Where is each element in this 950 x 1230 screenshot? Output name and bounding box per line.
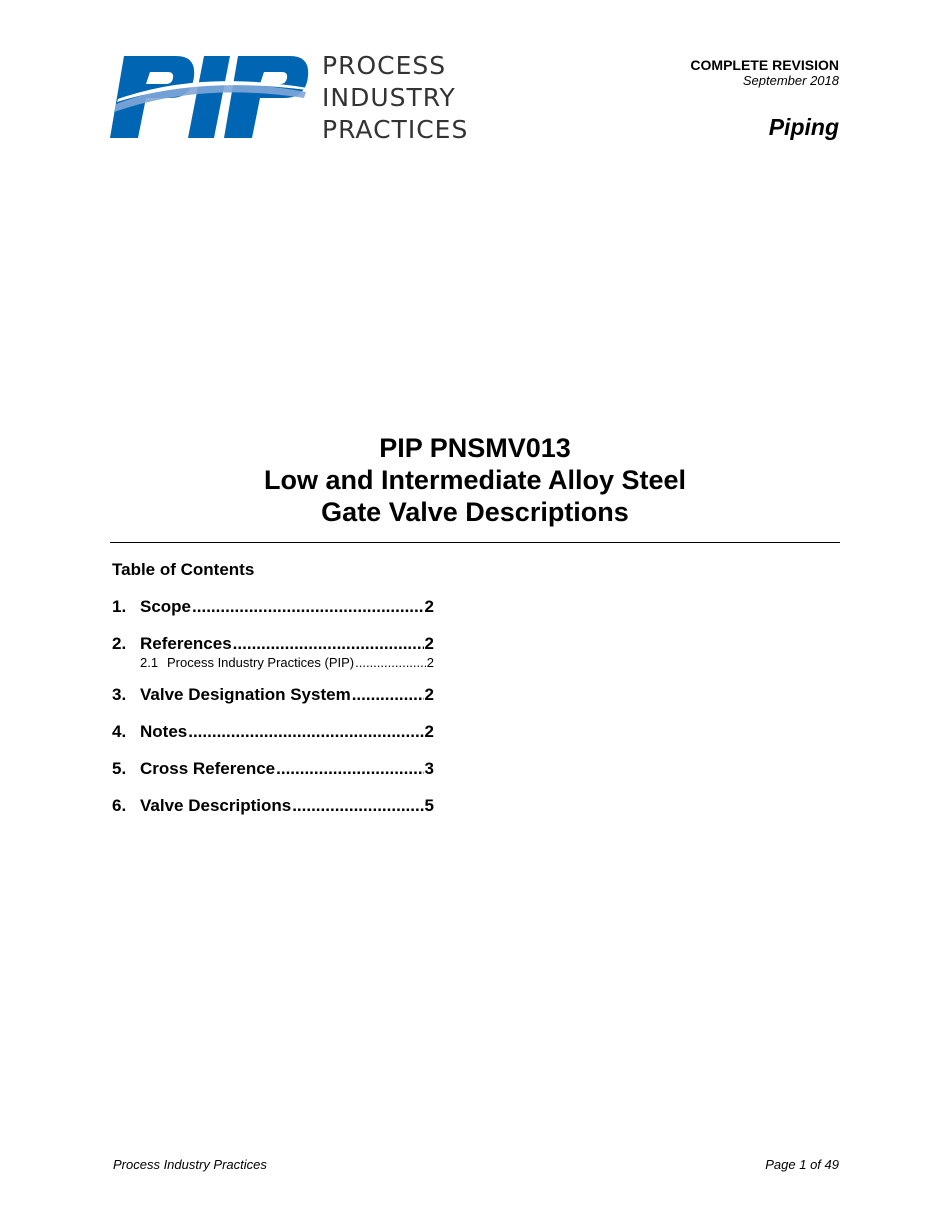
revision-label: COMPLETE REVISION [690,57,839,73]
toc-subentry-number: 2.1 [140,655,159,670]
revision-block [690,57,839,89]
toc-entry-valve-descriptions[interactable] [112,794,434,817]
document-title [0,432,950,528]
toc-entry-scope[interactable] [112,595,434,618]
toc-leader-dots [188,720,423,743]
toc-subentry-page: 2 [426,655,434,670]
toc-subentry-label: Process Industry Practices (PIP) [167,655,355,670]
toc-entry-page: 2 [424,634,434,653]
toc-leader-dots [352,683,424,706]
toc-entry-label: Scope [140,597,192,616]
pip-logo [110,50,480,142]
toc-entry-number: 5. [112,759,127,778]
toc-entry-page: 2 [424,685,434,704]
toc-entry-references[interactable] [112,632,434,655]
pip-logo-wordmark [322,50,468,146]
toc-leader-dots [192,595,424,618]
discipline-label: Piping [768,114,839,140]
toc-entry-page: 2 [424,597,434,616]
toc-entry-number: 2. [112,634,127,653]
toc-entry-label: Valve Descriptions [140,796,292,815]
logo-word: INDUSTRY [322,83,456,112]
toc-heading: Table of Contents [112,560,255,579]
toc-leader-dots [355,655,426,671]
toc-entry-number: 1. [112,597,127,616]
footer-page-number: Page 1 of 49 [765,1157,839,1172]
toc-entry-number: 6. [112,796,127,815]
logo-word: PRACTICES [322,115,469,144]
toc-leader-dots [292,794,423,817]
title-line: Gate Valve Descriptions [321,497,629,527]
toc-entry-number: 4. [112,722,127,741]
logo-word: PROCESS [322,51,447,80]
toc-entry-cross-reference[interactable] [112,757,434,780]
toc-entry-page: 3 [424,759,434,778]
toc-entry-number: 3. [112,685,127,704]
table-of-contents [112,595,434,817]
pip-logo-mark [110,52,310,140]
toc-subentry-pip[interactable] [112,655,434,673]
toc-entry-page: 2 [424,722,434,741]
toc-entry-valve-designation[interactable] [112,683,434,706]
title-line: PIP PNSMV013 [379,433,571,463]
toc-entry-notes[interactable] [112,720,434,743]
toc-entry-label: Cross Reference [140,759,276,778]
toc-leader-dots [276,757,423,780]
toc-entry-page: 5 [424,796,434,815]
footer-organization: Process Industry Practices [113,1157,267,1172]
title-line: Low and Intermediate Alloy Steel [263,465,687,495]
toc-leader-dots [233,632,424,655]
toc-entry-label: Notes [140,722,188,741]
revision-date: September 2018 [742,73,839,88]
title-divider [110,542,840,543]
toc-entry-label: Valve Designation System [140,685,351,704]
toc-entry-label: References [140,634,232,653]
